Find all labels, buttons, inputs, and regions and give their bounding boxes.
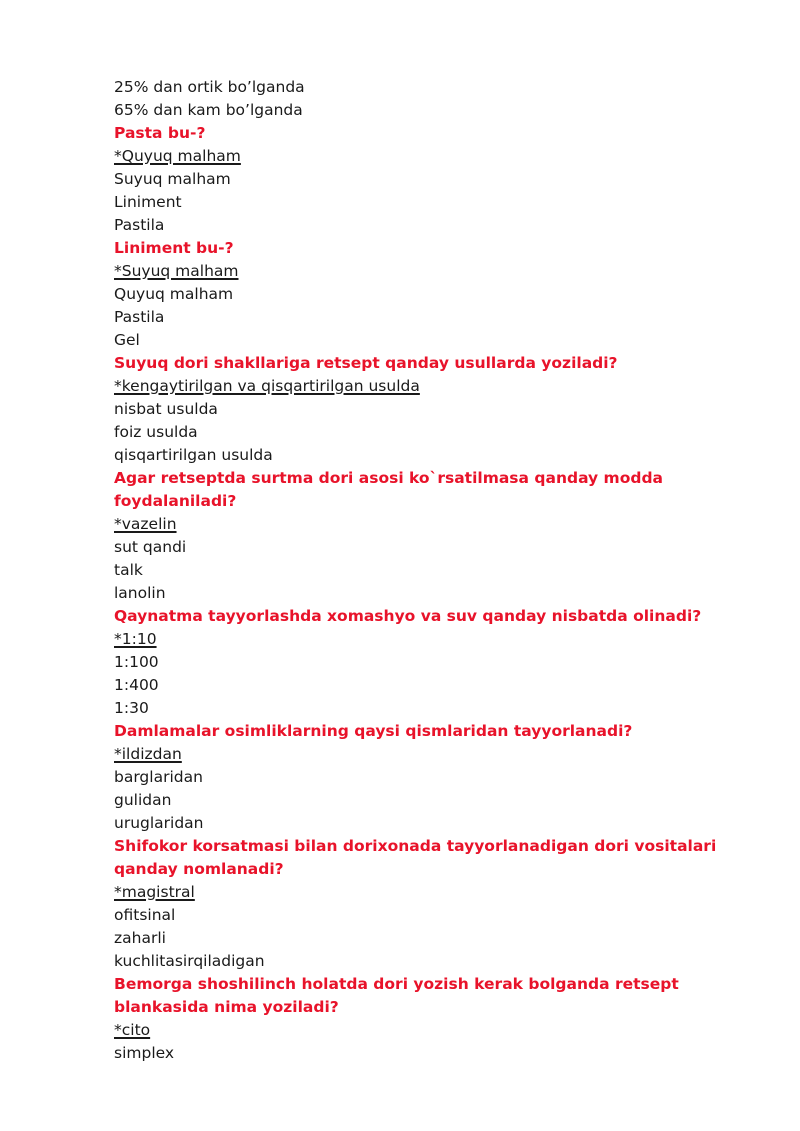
option-label: Pastila (114, 216, 165, 234)
question-text (114, 122, 734, 145)
question-label: Damlamalar osimliklarning qaysi qismlaridan tayyorlanadi? (114, 722, 633, 740)
answer-option (114, 904, 734, 927)
option-label: *Suyuq malham (114, 262, 239, 280)
answer-option (114, 398, 734, 421)
option-label: *cito (114, 1021, 151, 1039)
correct-answer (114, 881, 734, 904)
option-label: zaharli (114, 929, 166, 947)
answer-option (114, 536, 734, 559)
option-label: ofitsinal (114, 906, 176, 924)
document-page (114, 76, 734, 1065)
question-label: Suyuq dori shakllariga retsept qanday usullarda yoziladi? (114, 354, 618, 372)
question-label: Agar retseptda surtma dori asosi ko`rsatilmasa qanday modda foydalaniladi? (114, 469, 664, 510)
question-label: Bemorga shoshilinch holatda dori yozish kerak bolganda retsept blankasida nima yoziladi? (114, 975, 679, 1016)
answer-option (114, 651, 734, 674)
question-label: Pasta bu-? (114, 124, 206, 142)
question-text (114, 605, 734, 628)
option-label: 25% dan ortik bo’lganda (114, 78, 305, 96)
question-text (114, 467, 734, 513)
question-label: Shifokor korsatmasi bilan dorixonada tayyorlanadigan dori vositalari qanday nomlanadi? (114, 837, 717, 878)
option-label: *ildizdan (114, 745, 182, 763)
correct-answer (114, 145, 734, 168)
option-label: gulidan (114, 791, 172, 809)
answer-option (114, 306, 734, 329)
option-label: qisqartirilgan usulda (114, 446, 273, 464)
option-label: barglaridan (114, 768, 203, 786)
answer-option (114, 789, 734, 812)
option-label: Liniment (114, 193, 182, 211)
question-label: Qaynatma tayyorlashda xomashyo va suv qanday nisbatda olinadi? (114, 607, 702, 625)
option-label: Quyuq malham (114, 285, 234, 303)
answer-option (114, 812, 734, 835)
correct-answer (114, 260, 734, 283)
answer-option (114, 927, 734, 950)
option-label: Suyuq malham (114, 170, 231, 188)
answer-option (114, 168, 734, 191)
answer-option (114, 950, 734, 973)
option-label: 1:30 (114, 699, 149, 717)
option-label: sut qandi (114, 538, 187, 556)
option-label: foiz usulda (114, 423, 198, 441)
correct-answer (114, 1019, 734, 1042)
answer-option (114, 444, 734, 467)
answer-option (114, 76, 734, 99)
option-label: Pastila (114, 308, 165, 326)
answer-option (114, 191, 734, 214)
option-label: *vazelin (114, 515, 177, 533)
option-label: *1:10 (114, 630, 157, 648)
answer-option (114, 214, 734, 237)
option-label: lanolin (114, 584, 166, 602)
answer-option (114, 697, 734, 720)
option-label: *magistral (114, 883, 195, 901)
correct-answer (114, 628, 734, 651)
option-label: talk (114, 561, 143, 579)
question-text (114, 237, 734, 260)
correct-answer (114, 375, 734, 398)
option-label: uruglaridan (114, 814, 204, 832)
answer-option (114, 1042, 734, 1065)
correct-answer (114, 743, 734, 766)
answer-option (114, 582, 734, 605)
option-label: *kengaytirilgan va qisqartirilgan usulda (114, 377, 420, 395)
answer-option (114, 329, 734, 352)
question-text (114, 352, 734, 375)
answer-option (114, 674, 734, 697)
option-label: kuchlitasirqiladigan (114, 952, 265, 970)
option-label: 1:400 (114, 676, 159, 694)
question-label: Liniment bu-? (114, 239, 234, 257)
answer-option (114, 559, 734, 582)
answer-option (114, 99, 734, 122)
question-text (114, 973, 734, 1019)
answer-option (114, 283, 734, 306)
correct-answer (114, 513, 734, 536)
question-text (114, 720, 734, 743)
option-label: 1:100 (114, 653, 159, 671)
option-label: simplex (114, 1044, 175, 1062)
option-label: *Quyuq malham (114, 147, 241, 165)
answer-option (114, 766, 734, 789)
option-label: 65% dan kam bo’lganda (114, 101, 303, 119)
option-label: Gel (114, 331, 140, 349)
answer-option (114, 421, 734, 444)
question-text (114, 835, 734, 881)
option-label: nisbat usulda (114, 400, 218, 418)
